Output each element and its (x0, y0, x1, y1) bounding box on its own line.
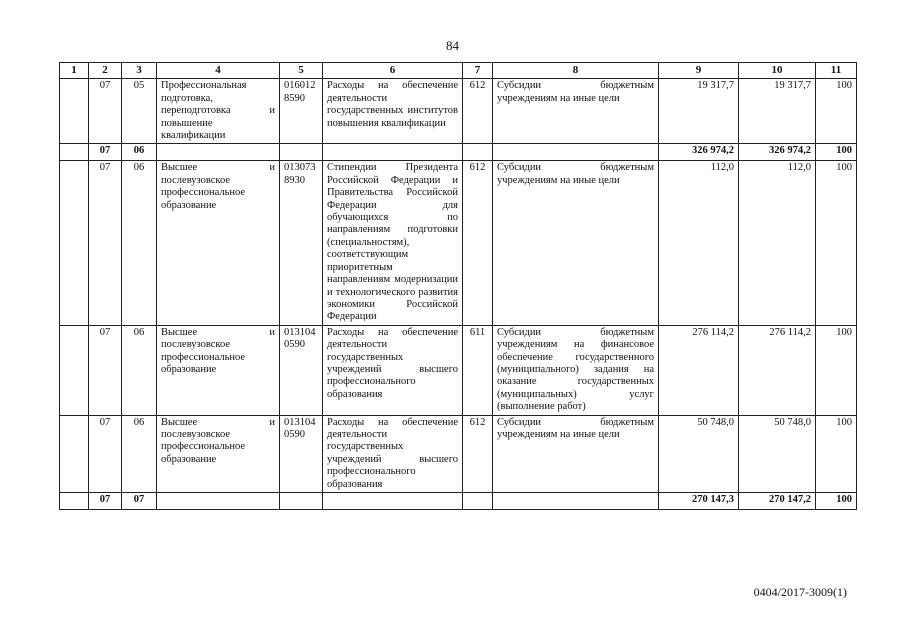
cell-article-name: Расходы на обеспечение деятельности государственных институтов повышения квалификации (323, 79, 463, 144)
cell-col1 (60, 415, 89, 492)
column-header: 7 (463, 63, 493, 79)
cell-section: 07 (89, 79, 122, 144)
cell-target-article: 013073 8930 (280, 161, 323, 325)
cell-amount-actual: 276 114,2 (739, 325, 816, 415)
column-header: 3 (122, 63, 157, 79)
cell-percent: 100 (816, 325, 857, 415)
cell-amount-planned: 50 748,0 (659, 415, 739, 492)
cell-percent: 100 (816, 415, 857, 492)
cell-target-article (280, 144, 323, 161)
cell-subsection: 06 (122, 325, 157, 415)
cell-percent: 100 (816, 144, 857, 161)
cell-subsection: 06 (122, 144, 157, 161)
header-row (60, 63, 857, 79)
cell-col1 (60, 161, 89, 325)
cell-section: 07 (89, 161, 122, 325)
column-header: 8 (493, 63, 659, 79)
cell-expense-type-name: Субсидии бюджетным учреждениям на иные цели (493, 415, 659, 492)
cell-amount-planned: 270 147,3 (659, 493, 739, 510)
cell-subsection: 05 (122, 79, 157, 144)
column-header: 9 (659, 63, 739, 79)
cell-amount-planned: 276 114,2 (659, 325, 739, 415)
cell-amount-actual: 112,0 (739, 161, 816, 325)
cell-percent: 100 (816, 161, 857, 325)
cell-col1 (60, 325, 89, 415)
cell-target-article (280, 493, 323, 510)
table-row-subtotal (60, 144, 857, 161)
cell-amount-actual: 326 974,2 (739, 144, 816, 161)
cell-expense-type: 611 (463, 325, 493, 415)
cell-subsection-name: Профессиональная подготовка, переподготовка и повышение квалификации (157, 79, 280, 144)
cell-amount-actual: 270 147,2 (739, 493, 816, 510)
cell-article-name: Стипендии Президента Российской Федерации и Правительства Российской Федерации для обучающихся по направлениям подготовки (специальностям), соответствующим приоритетным направлениям модернизации и технологического развития экономики Российской Федерации (323, 161, 463, 325)
column-header: 6 (323, 63, 463, 79)
cell-expense-type-name (493, 493, 659, 510)
cell-section: 07 (89, 493, 122, 510)
cell-section: 07 (89, 415, 122, 492)
cell-expense-type: 612 (463, 161, 493, 325)
cell-article-name (323, 493, 463, 510)
table-row (60, 79, 857, 144)
cell-expense-type: 612 (463, 415, 493, 492)
cell-amount-planned: 19 317,7 (659, 79, 739, 144)
cell-col1 (60, 493, 89, 510)
budget-table (59, 62, 857, 510)
cell-expense-type (463, 493, 493, 510)
document-code: 0404/2017-3009(1) (753, 585, 847, 599)
cell-subsection-name (157, 493, 280, 510)
cell-subsection: 06 (122, 161, 157, 325)
cell-col1 (60, 79, 89, 144)
table-row (60, 161, 857, 325)
cell-amount-planned: 112,0 (659, 161, 739, 325)
column-header: 4 (157, 63, 280, 79)
cell-target-article: 013104 0590 (280, 415, 323, 492)
cell-expense-type-name: Субсидии бюджетным учреждениям на иные цели (493, 161, 659, 325)
table-row (60, 415, 857, 492)
cell-expense-type: 612 (463, 79, 493, 144)
cell-col1 (60, 144, 89, 161)
cell-amount-actual: 19 317,7 (739, 79, 816, 144)
cell-expense-type-name: Субсидии бюджетным учреждениям на иные цели (493, 79, 659, 144)
cell-expense-type (463, 144, 493, 161)
cell-target-article: 016012 8590 (280, 79, 323, 144)
cell-amount-actual: 50 748,0 (739, 415, 816, 492)
column-header: 5 (280, 63, 323, 79)
cell-subsection-name (157, 144, 280, 161)
cell-subsection-name: Высшее и послевузовское профессиональное образование (157, 161, 280, 325)
column-header: 11 (816, 63, 857, 79)
column-header: 10 (739, 63, 816, 79)
cell-percent: 100 (816, 493, 857, 510)
cell-expense-type-name (493, 144, 659, 161)
column-header: 1 (60, 63, 89, 79)
cell-subsection: 06 (122, 415, 157, 492)
table-row-subtotal (60, 493, 857, 510)
cell-percent: 100 (816, 79, 857, 144)
page-number: 84 (446, 38, 459, 53)
cell-article-name: Расходы на обеспечение деятельности государственных учреждений высшего профессионального образования (323, 415, 463, 492)
cell-target-article: 013104 0590 (280, 325, 323, 415)
cell-amount-planned: 326 974,2 (659, 144, 739, 161)
cell-article-name (323, 144, 463, 161)
cell-section: 07 (89, 144, 122, 161)
cell-section: 07 (89, 325, 122, 415)
table-row (60, 325, 857, 415)
column-header: 2 (89, 63, 122, 79)
cell-subsection-name: Высшее и послевузовское профессиональное образование (157, 415, 280, 492)
cell-expense-type-name: Субсидии бюджетным учреждениям на финансовое обеспечение государственного (муниципального) задания на оказание государственных (муниципальных) услуг (выполнение работ) (493, 325, 659, 415)
cell-article-name: Расходы на обеспечение деятельности государственных учреждений высшего профессионального образования (323, 325, 463, 415)
cell-subsection: 07 (122, 493, 157, 510)
cell-subsection-name: Высшее и послевузовское профессиональное образование (157, 325, 280, 415)
